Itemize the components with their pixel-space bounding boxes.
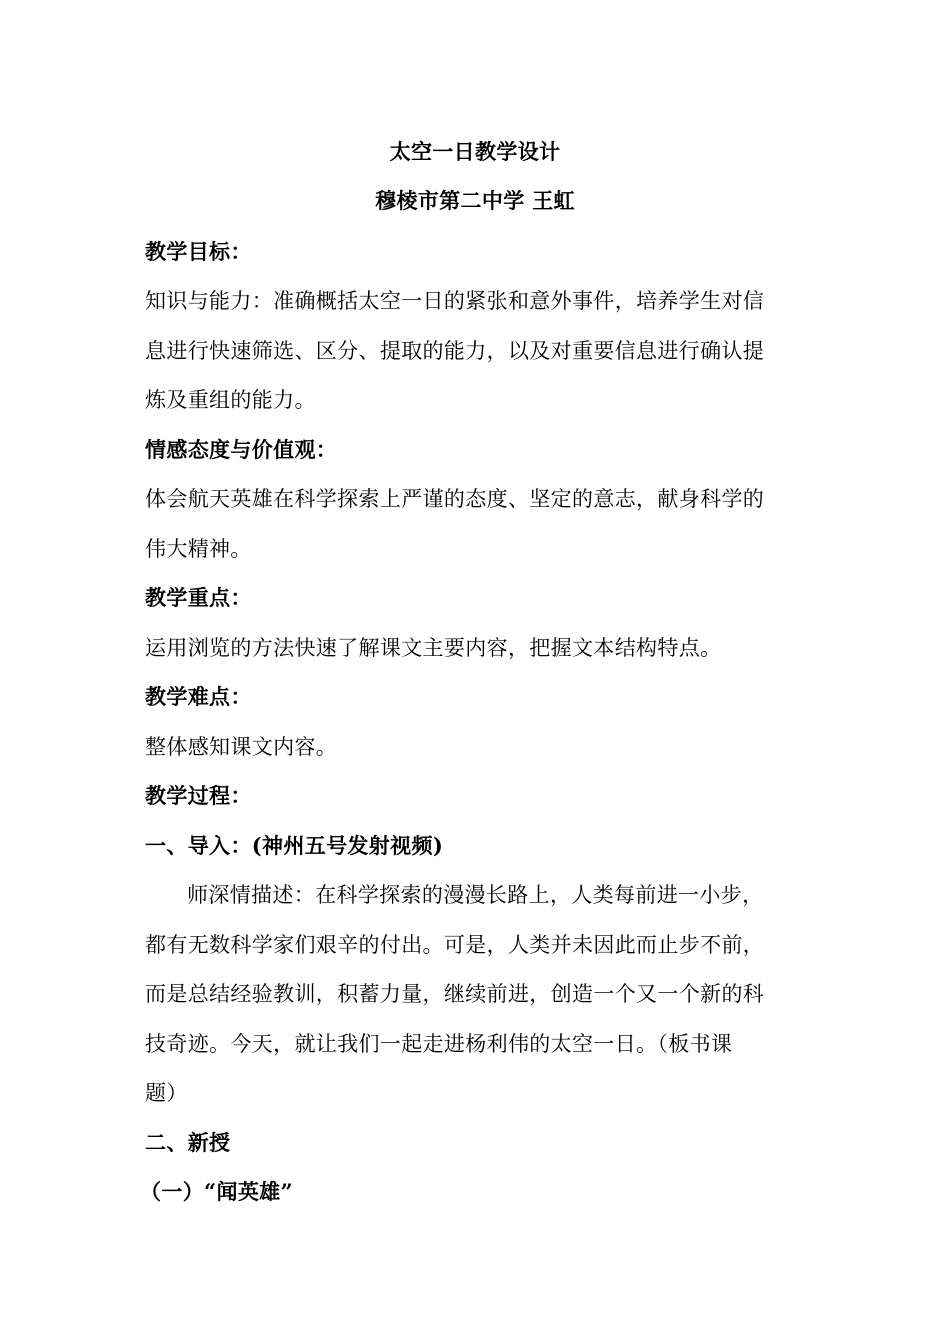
emotion-line-2: 伟大精神。 — [145, 537, 252, 561]
objectives-heading: 教学目标： — [145, 239, 252, 264]
intro-line-3: 而是总结经验教训，积蓄力量，继续前进，创造一个又一个新的科 — [145, 982, 765, 1006]
sub-heading: （一）“闻英雄” — [140, 1179, 293, 1204]
intro-heading: 一、导入：(神州五号发射视频) — [145, 833, 444, 858]
author-line: 穆棱市第二中学 王虹 — [375, 188, 575, 213]
knowledge-line-3: 炼及重组的能力。 — [145, 388, 316, 412]
knowledge-line-2: 息进行快速筛选、区分、提取的能力，以及对重要信息进行确认提 — [145, 339, 765, 363]
difficulty-heading: 教学难点： — [145, 684, 252, 709]
difficulty-text: 整体感知课文内容。 — [145, 735, 338, 759]
document-title: 太空一日教学设计 — [389, 139, 561, 164]
new-lesson-heading: 二、新授 — [145, 1130, 231, 1155]
emotion-line-1: 体会航天英雄在科学探索上严谨的态度、坚定的意志，献身科学的 — [145, 487, 765, 511]
intro-line-1: 师深情描述：在科学探索的漫漫长路上，人类每前进一小步， — [187, 883, 764, 907]
intro-line-2: 都有无数科学家们艰辛的付出。可是，人类并未因此而止步不前， — [145, 933, 765, 957]
key-point-text: 运用浏览的方法快速了解课文主要内容，把握文本结构特点。 — [145, 636, 722, 660]
intro-line-4: 技奇迹。今天，就让我们一起走进杨利伟的太空一日。（板书课 — [145, 1032, 733, 1056]
knowledge-line-1: 知识与能力：准确概括太空一日的紧张和意外事件，培养学生对信 — [145, 289, 765, 313]
intro-line-5: 题） — [145, 1081, 188, 1105]
process-heading: 教学过程： — [145, 783, 252, 808]
key-point-heading: 教学重点： — [145, 585, 252, 610]
emotion-heading: 情感态度与价值观： — [145, 437, 338, 462]
